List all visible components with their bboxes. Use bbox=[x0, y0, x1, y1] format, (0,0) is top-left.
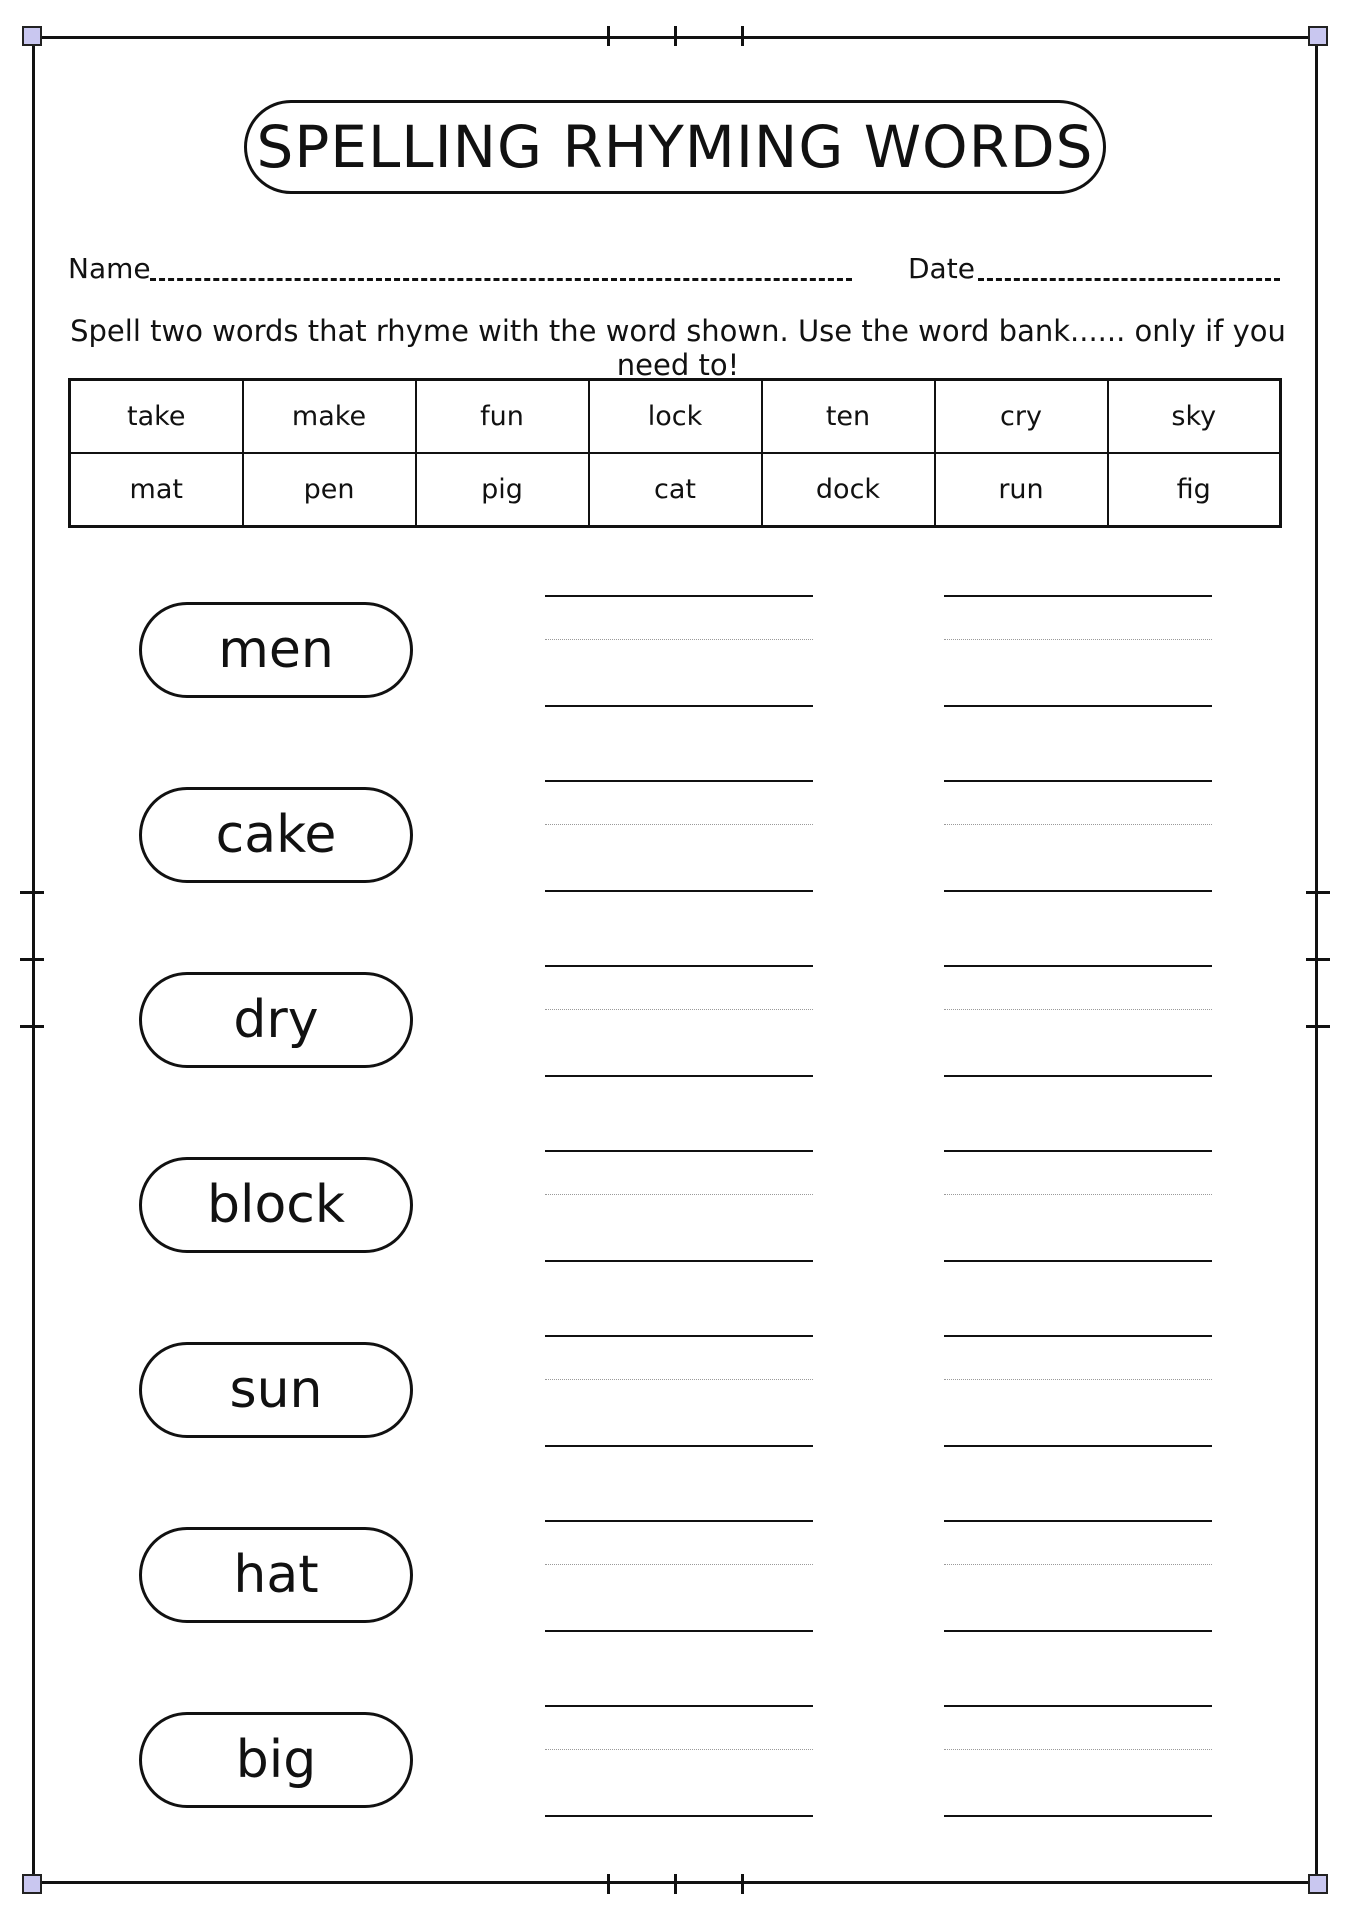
fold-mark bbox=[607, 1874, 610, 1894]
word-bank-cell: fig bbox=[1108, 453, 1281, 527]
name-label: Name bbox=[68, 252, 151, 285]
answer-line-base[interactable] bbox=[944, 1260, 1212, 1262]
date-label: Date bbox=[908, 252, 975, 285]
fold-mark bbox=[674, 1874, 677, 1894]
fold-mark bbox=[20, 891, 44, 894]
word-bank-cell: sky bbox=[1108, 380, 1281, 454]
word-bank-cell: mat bbox=[70, 453, 243, 527]
fold-mark bbox=[674, 26, 677, 46]
date-field[interactable] bbox=[978, 278, 1280, 281]
answer-line-top[interactable] bbox=[944, 780, 1212, 782]
answer-line-top[interactable] bbox=[545, 1705, 813, 1707]
fold-mark bbox=[1306, 891, 1330, 894]
answer-guide-dotted bbox=[944, 1009, 1212, 1010]
fold-mark bbox=[20, 1025, 44, 1028]
instructions: Spell two words that rhyme with the word shown. Use the word bank...... only if you need to! bbox=[70, 314, 1286, 382]
answer-line-top[interactable] bbox=[944, 595, 1212, 597]
word-bank-cell: run bbox=[935, 453, 1108, 527]
word-bank-table bbox=[68, 378, 1282, 528]
answer-guide-dotted bbox=[545, 1009, 813, 1010]
name-field[interactable] bbox=[150, 278, 852, 281]
answer-line-base[interactable] bbox=[545, 1630, 813, 1632]
answer-guide-dotted bbox=[545, 1564, 813, 1565]
answer-guide-dotted bbox=[545, 639, 813, 640]
answer-line-base[interactable] bbox=[545, 705, 813, 707]
answer-line-base[interactable] bbox=[944, 890, 1212, 892]
corner-top-right bbox=[1308, 26, 1328, 46]
answer-line-top[interactable] bbox=[944, 1150, 1212, 1152]
answer-line-base[interactable] bbox=[545, 890, 813, 892]
answer-line-base[interactable] bbox=[944, 1445, 1212, 1447]
fold-mark bbox=[1306, 1025, 1330, 1028]
answer-guide-dotted bbox=[944, 824, 1212, 825]
word-bank-cell: make bbox=[243, 380, 416, 454]
fold-mark bbox=[1306, 958, 1330, 961]
answer-guide-dotted bbox=[545, 1379, 813, 1380]
word-bank-row bbox=[70, 453, 1281, 527]
worksheet-title: SPELLING RHYMING WORDS bbox=[244, 100, 1106, 194]
word-bank-cell: take bbox=[70, 380, 243, 454]
prompt-word: sun bbox=[139, 1342, 413, 1438]
answer-line-base[interactable] bbox=[944, 1630, 1212, 1632]
fold-mark bbox=[20, 958, 44, 961]
prompt-word: cake bbox=[139, 787, 413, 883]
word-bank-cell: pig bbox=[416, 453, 589, 527]
fold-mark bbox=[607, 26, 610, 46]
answer-line-base[interactable] bbox=[545, 1815, 813, 1817]
prompt-word: dry bbox=[139, 972, 413, 1068]
answer-line-top[interactable] bbox=[545, 1335, 813, 1337]
fold-mark bbox=[741, 26, 744, 46]
word-bank-row bbox=[70, 380, 1281, 454]
answer-line-top[interactable] bbox=[545, 595, 813, 597]
word-bank-cell: pen bbox=[243, 453, 416, 527]
word-bank-cell: ten bbox=[762, 380, 935, 454]
answer-line-top[interactable] bbox=[944, 1705, 1212, 1707]
answer-line-top[interactable] bbox=[545, 780, 813, 782]
answer-line-top[interactable] bbox=[545, 1520, 813, 1522]
answer-guide-dotted bbox=[944, 1564, 1212, 1565]
prompt-word: block bbox=[139, 1157, 413, 1253]
word-bank-cell: dock bbox=[762, 453, 935, 527]
prompt-word: big bbox=[139, 1712, 413, 1808]
answer-line-top[interactable] bbox=[944, 1335, 1212, 1337]
corner-top-left bbox=[22, 26, 42, 46]
answer-guide-dotted bbox=[944, 639, 1212, 640]
answer-guide-dotted bbox=[944, 1749, 1212, 1750]
answer-line-top[interactable] bbox=[545, 965, 813, 967]
word-bank-cell: cry bbox=[935, 380, 1108, 454]
name-date-row bbox=[68, 252, 1288, 288]
answer-line-base[interactable] bbox=[944, 1075, 1212, 1077]
prompt-word: hat bbox=[139, 1527, 413, 1623]
answer-guide-dotted bbox=[545, 824, 813, 825]
answer-guide-dotted bbox=[545, 1749, 813, 1750]
word-bank-cell: lock bbox=[589, 380, 762, 454]
corner-bottom-left bbox=[22, 1874, 42, 1894]
answer-line-base[interactable] bbox=[545, 1445, 813, 1447]
answer-line-base[interactable] bbox=[545, 1075, 813, 1077]
answer-line-top[interactable] bbox=[944, 1520, 1212, 1522]
answer-guide-dotted bbox=[944, 1379, 1212, 1380]
answer-guide-dotted bbox=[545, 1194, 813, 1195]
word-bank-cell: fun bbox=[416, 380, 589, 454]
fold-mark bbox=[741, 1874, 744, 1894]
corner-bottom-right bbox=[1308, 1874, 1328, 1894]
answer-line-base[interactable] bbox=[944, 1815, 1212, 1817]
answer-line-base[interactable] bbox=[545, 1260, 813, 1262]
answer-line-top[interactable] bbox=[545, 1150, 813, 1152]
prompt-word: men bbox=[139, 602, 413, 698]
answer-line-top[interactable] bbox=[944, 965, 1212, 967]
answer-line-base[interactable] bbox=[944, 705, 1212, 707]
word-bank-cell: cat bbox=[589, 453, 762, 527]
answer-guide-dotted bbox=[944, 1194, 1212, 1195]
